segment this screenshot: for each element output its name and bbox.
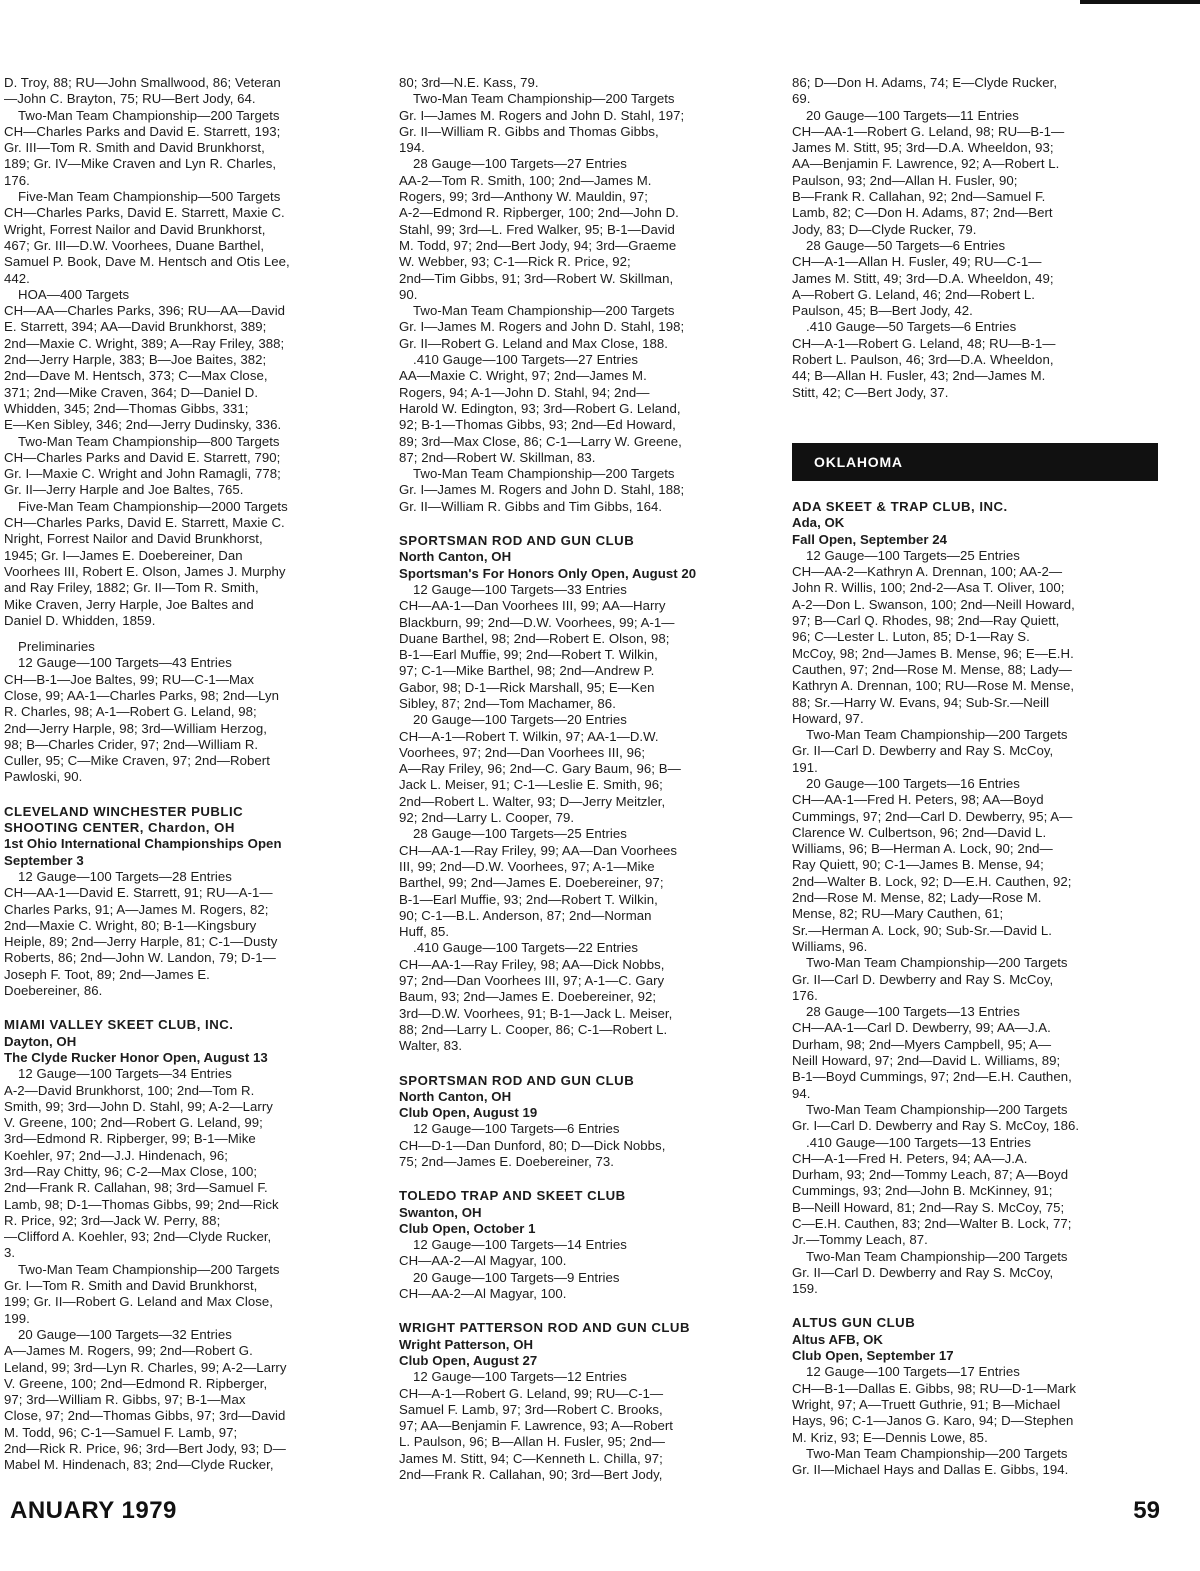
results-line: Jack L. Meiser, 91; C-1—Leslie E. Smith, 96; [399, 777, 663, 793]
results-line: CH—A-1—Robert G. Leland, 48; RU—B-1— [792, 335, 1056, 351]
results-line: Gr. I—James M. Rogers and John D. Stahl, 198; [399, 319, 685, 335]
section-banner-oklahoma: OKLAHOMA [792, 443, 1158, 481]
results-line: 86; D—Don H. Adams, 74; E—Clyde Rucker, [792, 75, 1058, 90]
results-line: Rogers, 99; 3rd—Anthony W. Mauldin, 97; [399, 189, 648, 205]
results-line: Barthel, 99; 2nd—James E. Doebereiner, 97; [399, 875, 664, 891]
results-line: Samuel F. Lamb, 97; 3rd—Robert C. Brooks, [399, 1401, 663, 1417]
results-line: B-1—Earl Muffie, 93; 2nd—Robert T. Wilkin, [399, 891, 658, 907]
results-line: Stahl, 99; 3rd—L. Fred Walker, 95; B-1—David [399, 221, 675, 237]
event-subheading: 28 Gauge—50 Targets—6 Entries [806, 237, 1006, 253]
results-line: CH—A-1—Robert T. Wilkin, 97; AA-1—D.W. [399, 728, 659, 744]
results-line: A-2—David Brunkhorst, 100; 2nd—Tom R. [4, 1082, 255, 1098]
results-line: Mabel M. Hindenach, 83; 2nd—Clyde Rucker, [4, 1457, 274, 1473]
results-line: Gr. I—James M. Rogers and John D. Stahl, 197; [399, 107, 685, 123]
results-line: 194. [399, 140, 425, 156]
results-line: 3rd—Ray Chitty, 96; C-2—Max Close, 100; [4, 1164, 258, 1179]
club-location: Wright Patterson, OH [399, 1336, 534, 1352]
results-line: James M. Stitt, 95; 3rd—D.A. Wheeldon, 93; [792, 140, 1054, 156]
results-line: CH—AA-1—Ray Friley, 99; AA—Dan Voorhees [399, 842, 678, 858]
results-line: 2nd—Frank R. Callahan, 90; 3rd—Bert Jody, [399, 1467, 663, 1483]
event-subheading: 20 Gauge—100 Targets—9 Entries [413, 1269, 620, 1285]
column-left [4, 75, 370, 1474]
results-line: 2nd—Robert L. Walter, 93; D—Jerry Meitzler, [399, 793, 666, 809]
club-name-heading: WRIGHT PATTERSON ROD AND GUN CLUB [399, 1320, 690, 1336]
results-line: Paulson, 93; 2nd—Allan H. Fusler, 90; [792, 172, 1018, 188]
results-line: and Ray Friley, 1882; Gr. II—Tom R. Smith, [4, 580, 259, 596]
results-line: 2nd—Walter B. Lock, 92; D—E.H. Cauthen, 92; [792, 873, 1072, 889]
results-line: 2nd—Rose M. Mense, 82; Lady—Rose M. [792, 890, 1042, 906]
results-line: Gr. II—Carl D. Dewberry and Ray S. McCoy, [792, 1264, 1054, 1280]
results-line: Clarence W. Culbertson, 96; 2nd—David L. [792, 824, 1047, 840]
results-line: Baum, 93; 2nd—James E. Doebereiner, 92; [399, 989, 657, 1005]
footer-page-number: 59 [1133, 1497, 1160, 1524]
results-line: 75; 2nd—James E. Doebereiner, 73. [399, 1154, 614, 1169]
results-line: B-1—Earl Muffie, 99; 2nd—Robert T. Wilkin, [399, 647, 658, 663]
event-subheading: 20 Gauge—100 Targets—20 Entries [413, 712, 627, 728]
results-line: 97; 3rd—William R. Gibbs, 97; B-1—Max [4, 1392, 246, 1408]
results-line: Gr. I—Carl D. Dewberry and Ray S. McCoy, 186. [792, 1118, 1080, 1134]
results-line: Jr.—Tommy Leach, 87. [792, 1232, 928, 1248]
results-line: M. Todd, 97; 2nd—Bert Jody, 94; 3rd—Graeme [399, 237, 677, 253]
results-line: Gr. II—William R. Gibbs and Thomas Gibbs, [399, 123, 659, 139]
results-line: 92; B-1—Thomas Gibbs, 93; 2nd—Ed Howard, [399, 417, 676, 433]
results-line: 3. [4, 1245, 16, 1261]
results-line: Huff, 85. [399, 924, 450, 940]
results-line: Lamb, 82; C—Don H. Adams, 87; 2nd—Bert [792, 205, 1053, 221]
results-line: 88; 2nd—Larry L. Cooper, 86; C-1—Robert L. [399, 1021, 668, 1037]
results-line: 2nd—Frank R. Callahan, 98; 3rd—Samuel F. [4, 1180, 268, 1196]
results-line: Cummings, 93; 2nd—John B. McKinney, 91; [792, 1183, 1053, 1199]
results-line: Gr. I—Maxie C. Wright and John Ramagli, 778; [4, 466, 281, 482]
results-line: Heiple, 89; 2nd—Jerry Harple, 81; C-1—Dusty [4, 934, 278, 950]
results-line: CH—AA-1—Carl D. Dewberry, 99; AA—J.A. [792, 1020, 1051, 1036]
results-line: 69. [792, 91, 811, 107]
results-line: CH—AA—Charles Parks, 396; RU—AA—David [4, 303, 286, 319]
results-line: McCoy, 98; 2nd—James B. Mense, 96; E—E.H. [792, 645, 1074, 661]
results-line: 2nd—Maxie C. Wright, 80; B-1—Kingsbury [4, 917, 257, 933]
results-line: B-1—Boyd Cummings, 97; 2nd—E.H. Cauthen, [792, 1069, 1072, 1085]
results-line: Roberts, 86; 2nd—John W. Landon, 79; D-1— [4, 950, 276, 966]
results-line: CH—Charles Parks, David E. Starrett, Maxie C. [4, 515, 285, 531]
event-subheading: 12 Gauge—100 Targets—28 Entries [18, 868, 232, 884]
results-line: Mike Craven, Jerry Harple, Joe Baltes and [4, 596, 254, 612]
results-line: 176. [4, 172, 30, 188]
results-line: E—Ken Sibley, 346; 2nd—Jerry Dudinsky, 336. [4, 417, 282, 433]
event-subheading: Two-Man Team Championship—200 Targets [806, 955, 1068, 971]
results-line: R. Charles, 98; A-1—Robert G. Leland, 98; [4, 704, 257, 720]
results-line: CH—AA-1—David E. Starrett, 91; RU—A-1— [4, 885, 273, 901]
event-subheading: 28 Gauge—100 Targets—27 Entries [413, 156, 627, 172]
results-line: 2nd—Jerry Harple, 383; B—Joe Baites, 382; [4, 352, 267, 368]
event-title: Club Open, September 17 [792, 1348, 954, 1364]
results-line: A—Ray Friley, 96; 2nd—C. Gary Baum, 96; B— [399, 761, 681, 777]
results-line: A-2—Don L. Swanson, 100; 2nd—Neill Howard, [792, 596, 1075, 612]
results-line: Howard, 97. [792, 710, 864, 726]
results-line: V. Greene, 100; 2nd—Edmond R. Ripberger, [4, 1375, 268, 1391]
results-line: Williams, 96; B—Herman A. Lock, 90; 2nd— [792, 841, 1053, 857]
results-line: 89; 3rd—Max Close, 86; C-1—Larry W. Greene, [399, 433, 682, 449]
results-line: 2nd—Jerry Harple, 98; 3rd—William Herzog, [4, 720, 267, 736]
results-line: V. Greene, 100; 2nd—Robert G. Leland, 99; [4, 1115, 263, 1131]
event-subheading: 28 Gauge—100 Targets—25 Entries [413, 826, 627, 842]
event-subheading: 12 Gauge—100 Targets—14 Entries [413, 1237, 627, 1253]
results-line: Williams, 96. [792, 938, 868, 954]
event-subheading: Two-Man Team Championship—200 Targets [18, 107, 280, 123]
results-line: Sr.—Herman A. Lock, 90; Sub-Sr.—David L. [792, 922, 1052, 938]
results-line: CH—Charles Parks and David E. Starrett, 790; [4, 449, 281, 465]
results-line: L. Paulson, 96; B—Allan H. Fusler, 95; 2nd— [399, 1434, 666, 1450]
club-name-heading: SPORTSMAN ROD AND GUN CLUB [399, 1072, 635, 1088]
results-line: Mense, 82; RU—Mary Cauthen, 61; [792, 906, 1004, 922]
results-line: 442. [4, 270, 30, 286]
event-subheading: Five-Man Team Championship—2000 Targets [18, 498, 288, 514]
results-line: AA-2—Tom R. Smith, 100; 2nd—James M. [399, 172, 652, 188]
results-line: Gr. II—William R. Gibbs and Tim Gibbs, 164. [399, 498, 663, 514]
results-line: 199. [4, 1310, 30, 1326]
club-name-heading: ADA SKEET & TRAP CLUB, INC. [792, 498, 1008, 514]
results-line: Nright, Forrest Nailor and David Brunkhorst, [4, 531, 263, 547]
results-line: B—Neill Howard, 81; 2nd—Ray S. McCoy, 75; [792, 1199, 1065, 1215]
results-line: Gabor, 98; D-1—Rick Marshall, 95; E—Ken [399, 679, 655, 695]
club-location: North Canton, OH [399, 1088, 512, 1104]
results-line: Hays, 96; C-1—Janos G. Karo, 94; D—Stephen [792, 1413, 1074, 1429]
results-line: 88; Sr.—Harry W. Evans, 94; Sub-Sr.—Neill [792, 694, 1050, 710]
results-line: 97; AA—Benjamin F. Lawrence, 93; A—Robert [399, 1418, 674, 1434]
results-line: Jody, 83; D—Clyde Rucker, 79. [792, 221, 977, 237]
results-line: Duane Barthel, 98; 2nd—Robert E. Olson, 98; [399, 630, 670, 646]
results-line: Wright, 97; A—Truett Guthrie, 91; B—Michael [792, 1396, 1061, 1412]
results-line: C—E.H. Cauthen, 83; 2nd—Walter B. Lock, 77; [792, 1216, 1072, 1231]
results-line: Gr. I—James M. Rogers and John D. Stahl, 188; [399, 482, 685, 498]
results-line: Charles Parks, 91; A—James M. Rogers, 82; [4, 901, 269, 917]
results-line: James M. Stitt, 94; C—Kenneth L. Chilla, 97; [399, 1450, 663, 1466]
event-subheading: Two-Man Team Championship—200 Targets [18, 1261, 280, 1277]
results-line: 97; C-1—Mike Barthel, 98; 2nd—Andrew P. [399, 663, 655, 679]
event-title: The Clyde Rucker Honor Open, August 13 [4, 1049, 268, 1065]
results-line: Gr. III—Tom R. Smith and David Brunkhorst, [4, 140, 265, 156]
event-subheading: 20 Gauge—100 Targets—11 Entries [806, 107, 1019, 123]
results-line: Gr. II—Jerry Harple and Joe Baltes, 765. [4, 482, 244, 498]
event-subheading: 20 Gauge—100 Targets—16 Entries [806, 775, 1020, 791]
spacer [4, 629, 370, 639]
event-subheading: 12 Gauge—100 Targets—12 Entries [413, 1369, 627, 1385]
event-subheading: .410 Gauge—100 Targets—13 Entries [806, 1134, 1031, 1150]
results-line: 94. [792, 1085, 811, 1101]
results-line: CH—AA-2—Al Magyar, 100. [399, 1286, 567, 1302]
club-name-heading: TOLEDO TRAP AND SKEET CLUB [399, 1188, 626, 1204]
results-line: D. Troy, 88; RU—John Smallwood, 86; Veteran [4, 75, 281, 90]
club-location: Altus AFB, OK [792, 1331, 884, 1347]
results-line: CH—Charles Parks and David E. Starrett, 193; [4, 123, 281, 139]
results-line: Gr. II—Carl D. Dewberry and Ray S. McCoy, [792, 971, 1054, 987]
event-subheading: .410 Gauge—100 Targets—22 Entries [413, 940, 638, 956]
results-line: 199; Gr. II—Robert G. Leland and Max Close, [4, 1294, 273, 1310]
results-line: 80; 3rd—N.E. Kass, 79. [399, 75, 539, 90]
results-line: 44; B—Allan H. Fusler, 43; 2nd—James M. [792, 368, 1046, 384]
results-line: Samuel P. Book, Dave M. Hentsch and Otis Lee, [4, 254, 290, 270]
results-line: Gr. II—Robert G. Leland and Max Close, 188. [399, 335, 668, 351]
results-line: Daniel D. Whidden, 1859. [4, 612, 156, 628]
results-line: W. Webber, 93; C-1—Rick R. Price, 92; [399, 254, 631, 270]
column-right [792, 75, 1158, 1478]
results-line: CH—AA-2—Kathryn A. Drennan, 100; AA-2— [792, 564, 1063, 580]
results-line: 467; Gr. III—D.W. Voorhees, Duane Barthel, [4, 237, 265, 253]
footer-issue-date: ANUARY 1979 [10, 1497, 177, 1524]
event-subheading: .410 Gauge—50 Targets—6 Entries [806, 319, 1017, 335]
event-title: September 3 [4, 852, 84, 868]
results-line: Close, 99; AA-1—Charles Parks, 98; 2nd—Lyn [4, 687, 280, 703]
results-line: Cauthen, 97; 2nd—Rose M. Mense, 88; Lady— [792, 661, 1072, 677]
event-subheading: 12 Gauge—100 Targets—43 Entries [18, 655, 232, 671]
results-line: CH—B-1—Joe Baltes, 99; RU—C-1—Max [4, 671, 255, 687]
event-subheading: .410 Gauge—100 Targets—27 Entries [413, 352, 638, 368]
results-line: Wright, Forrest Nailor and David Brunkhorst, [4, 221, 266, 237]
results-line: 189; Gr. IV—Mike Craven and Lyn R. Charles, [4, 156, 277, 172]
results-line: CH—AA-2—Al Magyar, 100. [399, 1253, 567, 1269]
results-line: Paulson, 45; B—Bert Jody, 42. [792, 303, 973, 319]
results-line: 96; C—Lester L. Luton, 85; D-1—Ray S. [792, 629, 1030, 645]
event-subheading: Two-Man Team Championship—200 Targets [413, 466, 675, 482]
event-title: Fall Open, September 24 [792, 531, 948, 547]
results-line: Stitt, 42; C—Bert Jody, 37. [792, 384, 949, 400]
results-line: 176. [792, 987, 818, 1003]
event-subheading: 12 Gauge—100 Targets—25 Entries [806, 547, 1020, 563]
results-line: Close, 97; 2nd—Thomas Gibbs, 97; 3rd—David [4, 1408, 286, 1424]
event-subheading: Two-Man Team Championship—200 Targets [806, 1248, 1068, 1264]
results-line: Rogers, 94; A-1—John D. Stahl, 94; 2nd— [399, 384, 650, 400]
club-name-heading: MIAMI VALLEY SKEET CLUB, INC. [4, 1017, 234, 1033]
event-subheading: Two-Man Team Championship—200 Targets [413, 303, 675, 319]
event-title: Club Open, October 1 [399, 1220, 536, 1236]
results-line: Blackburn, 99; 2nd—D.W. Voorhees, 99; A-1— [399, 614, 675, 630]
results-line: John R. Willis, 100; 2nd-2—Asa T. Oliver, 100; [792, 580, 1065, 596]
results-line: M. Kriz, 93; E—Dennis Lowe, 85. [792, 1429, 988, 1445]
club-name-heading: SHOOTING CENTER, Chardon, OH [4, 820, 235, 836]
results-line: A—James M. Rogers, 99; 2nd—Robert G. [4, 1343, 253, 1359]
results-line: Harold W. Edington, 93; 3rd—Robert G. Leland, [399, 400, 681, 416]
column-middle [399, 75, 765, 1483]
results-line: 191. [792, 759, 818, 775]
event-subheading: Two-Man Team Championship—200 Targets [806, 1101, 1068, 1117]
results-line: 2nd—Maxie C. Wright, 389; A—Ray Friley, 388; [4, 335, 285, 351]
results-line: Gr. II—Michael Hays and Dallas E. Gibbs, 194. [792, 1462, 1069, 1478]
event-subheading: Preliminaries [18, 639, 95, 655]
event-subheading: 20 Gauge—100 Targets—32 Entries [18, 1326, 232, 1342]
results-line: —Clifford A. Koehler, 93; 2nd—Clyde Rucker, [4, 1229, 272, 1245]
club-location: North Canton, OH [399, 549, 512, 565]
results-line: Neill Howard, 97; 2nd—David L. Williams, 89; [792, 1053, 1061, 1069]
event-subheading: 28 Gauge—100 Targets—13 Entries [806, 1004, 1020, 1020]
results-line: 3rd—Edmond R. Ripberger, 99; B-1—Mike [4, 1131, 256, 1147]
results-line: 1945; Gr. I—James E. Doebereiner, Dan [4, 547, 243, 563]
results-line: Durham, 93; 2nd—Tommy Leach, 87; A—Boyd [792, 1167, 1069, 1183]
results-line: 90; C-1—B.L. Anderson, 87; 2nd—Norman [399, 907, 652, 923]
results-line: Leland, 99; 3rd—Lyn R. Charles, 99; A-2—Larry [4, 1359, 287, 1375]
results-line: CH—AA-1—Robert G. Leland, 98; RU—B-1— [792, 123, 1065, 139]
results-line: R. Price, 92; 3rd—Jack W. Perry, 88; [4, 1212, 221, 1228]
event-subheading: HOA—400 Targets [18, 286, 130, 302]
results-line: A—Robert G. Leland, 46; 2nd—Robert L. [792, 286, 1036, 302]
club-name-heading: CLEVELAND WINCHESTER PUBLIC [4, 803, 244, 819]
top-rule [1080, 0, 1200, 4]
results-line: Ray Quiett, 90; C-1—James B. Mense, 94; [792, 857, 1044, 873]
results-line: Durham, 98; 2nd—Myers Campbell, 95; A— [792, 1036, 1052, 1052]
results-line: Sibley, 87; 2nd—Tom Machamer, 86. [399, 695, 616, 711]
event-subheading: 12 Gauge—100 Targets—34 Entries [18, 1066, 232, 1082]
results-line: Gr. I—Tom R. Smith and David Brunkhorst, [4, 1278, 258, 1294]
results-line: 97; B—Carl Q. Rhodes, 98; 2nd—Ray Quiett, [792, 613, 1060, 629]
results-line: Doebereiner, 86. [4, 983, 103, 999]
results-line: Walter, 83. [399, 1038, 463, 1054]
results-line: 98; B—Charles Crider, 97; 2nd—William R. [4, 736, 259, 752]
results-line: 159. [792, 1281, 818, 1297]
club-location: Swanton, OH [399, 1204, 482, 1220]
results-line: 2nd—Tim Gibbs, 91; 3rd—Robert W. Skillman, [399, 270, 674, 286]
results-line: A-2—Edmond R. Ripberger, 100; 2nd—John D. [399, 205, 679, 221]
event-title: Club Open, August 27 [399, 1352, 538, 1368]
club-location: Dayton, OH [4, 1033, 77, 1049]
results-line: Gr. II—Carl D. Dewberry and Ray S. McCoy, [792, 743, 1054, 759]
results-line: Culler, 95; C—Mike Craven, 97; 2nd—Robert [4, 753, 270, 769]
event-title: 1st Ohio International Championships Open [4, 836, 282, 852]
results-line: Voorhees, 97; 2nd—Dan Voorhees III, 96; [399, 744, 646, 760]
results-line: CH—A-1—Fred H. Peters, 94; AA—J.A. [792, 1150, 1028, 1166]
club-name-heading: ALTUS GUN CLUB [792, 1315, 916, 1331]
results-line: CH—AA-1—Ray Friley, 98; AA—Dick Nobbs, [399, 956, 665, 972]
results-line: III, 99; 2nd—D.W. Voorhees, 97; A-1—Mike [399, 858, 655, 874]
results-line: AA—Benjamin F. Lawrence, 92; A—Robert L. [792, 156, 1060, 172]
results-line: Cummings, 97; 2nd—Carl D. Dewberry, 95; A— [792, 808, 1073, 824]
results-line: Lamb, 98; D-1—Thomas Gibbs, 99; 2nd—Rick [4, 1196, 279, 1212]
results-line: Koehler, 97; 2nd—J.J. Hindenach, 96; [4, 1147, 228, 1163]
results-line: 87; 2nd—Robert W. Skillman, 83. [399, 449, 596, 465]
results-line: 97; 2nd—Dan Voorhees III, 97; A-1—C. Gary [399, 973, 665, 989]
results-line: CH—B-1—Dallas E. Gibbs, 98; RU—D-1—Mark [792, 1380, 1077, 1396]
results-line: 371; 2nd—Mike Craven, 364; D—Daniel D. [4, 384, 259, 400]
results-line: B—Frank R. Callahan, 92; 2nd—Samuel F. [792, 189, 1046, 205]
results-line: Kathryn A. Drennan, 100; RU—Rose M. Mense, [792, 678, 1075, 694]
club-name-heading: SPORTSMAN ROD AND GUN CLUB [399, 533, 635, 549]
results-line: CH—A-1—Robert G. Leland, 99; RU—C-1— [399, 1385, 664, 1401]
results-line: 90. [399, 286, 418, 302]
results-line: Pawloski, 90. [4, 769, 83, 785]
results-line: 92; 2nd—Larry L. Cooper, 79. [399, 810, 575, 826]
event-title: Sportsman's For Honors Only Open, August 20 [399, 565, 697, 581]
results-line: CH—D-1—Dan Dunford, 80; D—Dick Nobbs, [399, 1137, 666, 1153]
results-line: CH—AA-1—Dan Voorhees III, 99; AA—Harry [399, 598, 666, 614]
results-line: CH—AA-1—Fred H. Peters, 98; AA—Boyd [792, 792, 1044, 808]
results-line: E. Starrett, 394; AA—David Brunkhorst, 389; [4, 319, 267, 335]
results-line: Whidden, 345; 2nd—Thomas Gibbs, 331; [4, 400, 249, 416]
results-line: Smith, 99; 3rd—John D. Stahl, 99; A-2—Larry [4, 1098, 273, 1114]
results-line: CH—A-1—Allan H. Fusler, 49; RU—C-1— [792, 254, 1042, 270]
results-line: Robert L. Paulson, 46; 3rd—D.A. Wheeldon, [792, 352, 1054, 368]
event-title: Club Open, August 19 [399, 1105, 538, 1121]
results-line: CH—Charles Parks, David E. Starrett, Maxie C. [4, 205, 285, 221]
event-subheading: 12 Gauge—100 Targets—6 Entries [413, 1121, 620, 1137]
event-subheading: Two-Man Team Championship—200 Targets [806, 1445, 1068, 1461]
event-subheading: 12 Gauge—100 Targets—33 Entries [413, 581, 627, 597]
results-line: M. Todd, 96; C-1—Samuel F. Lamb, 97; [4, 1424, 238, 1440]
results-line: Joseph F. Toot, 89; 2nd—James E. [4, 966, 210, 982]
event-subheading: 12 Gauge—100 Targets—17 Entries [806, 1364, 1020, 1380]
results-line: AA—Maxie C. Wright, 97; 2nd—James M. [399, 368, 647, 384]
results-line: 2nd—Dave M. Hentsch, 373; C—Max Close, [4, 368, 268, 384]
results-line: —John C. Brayton, 75; RU—Bert Jody, 64. [4, 91, 256, 107]
event-subheading: Two-Man Team Championship—800 Targets [18, 433, 280, 449]
event-subheading: Five-Man Team Championship—500 Targets [18, 189, 281, 205]
results-line: 2nd—Rick R. Price, 96; 3rd—Bert Jody, 93; D— [4, 1441, 286, 1457]
results-line: 3rd—D.W. Voorhees, 91; B-1—Jack L. Meiser, [399, 1005, 673, 1021]
event-subheading: Two-Man Team Championship—200 Targets [806, 727, 1068, 743]
event-subheading: Two-Man Team Championship—200 Targets [413, 91, 675, 107]
results-line: Voorhees III, Robert E. Olson, James J. Murphy [4, 563, 286, 579]
club-location: Ada, OK [792, 515, 845, 531]
results-line: James M. Stitt, 49; 3rd—D.A. Wheeldon, 49; [792, 270, 1054, 286]
